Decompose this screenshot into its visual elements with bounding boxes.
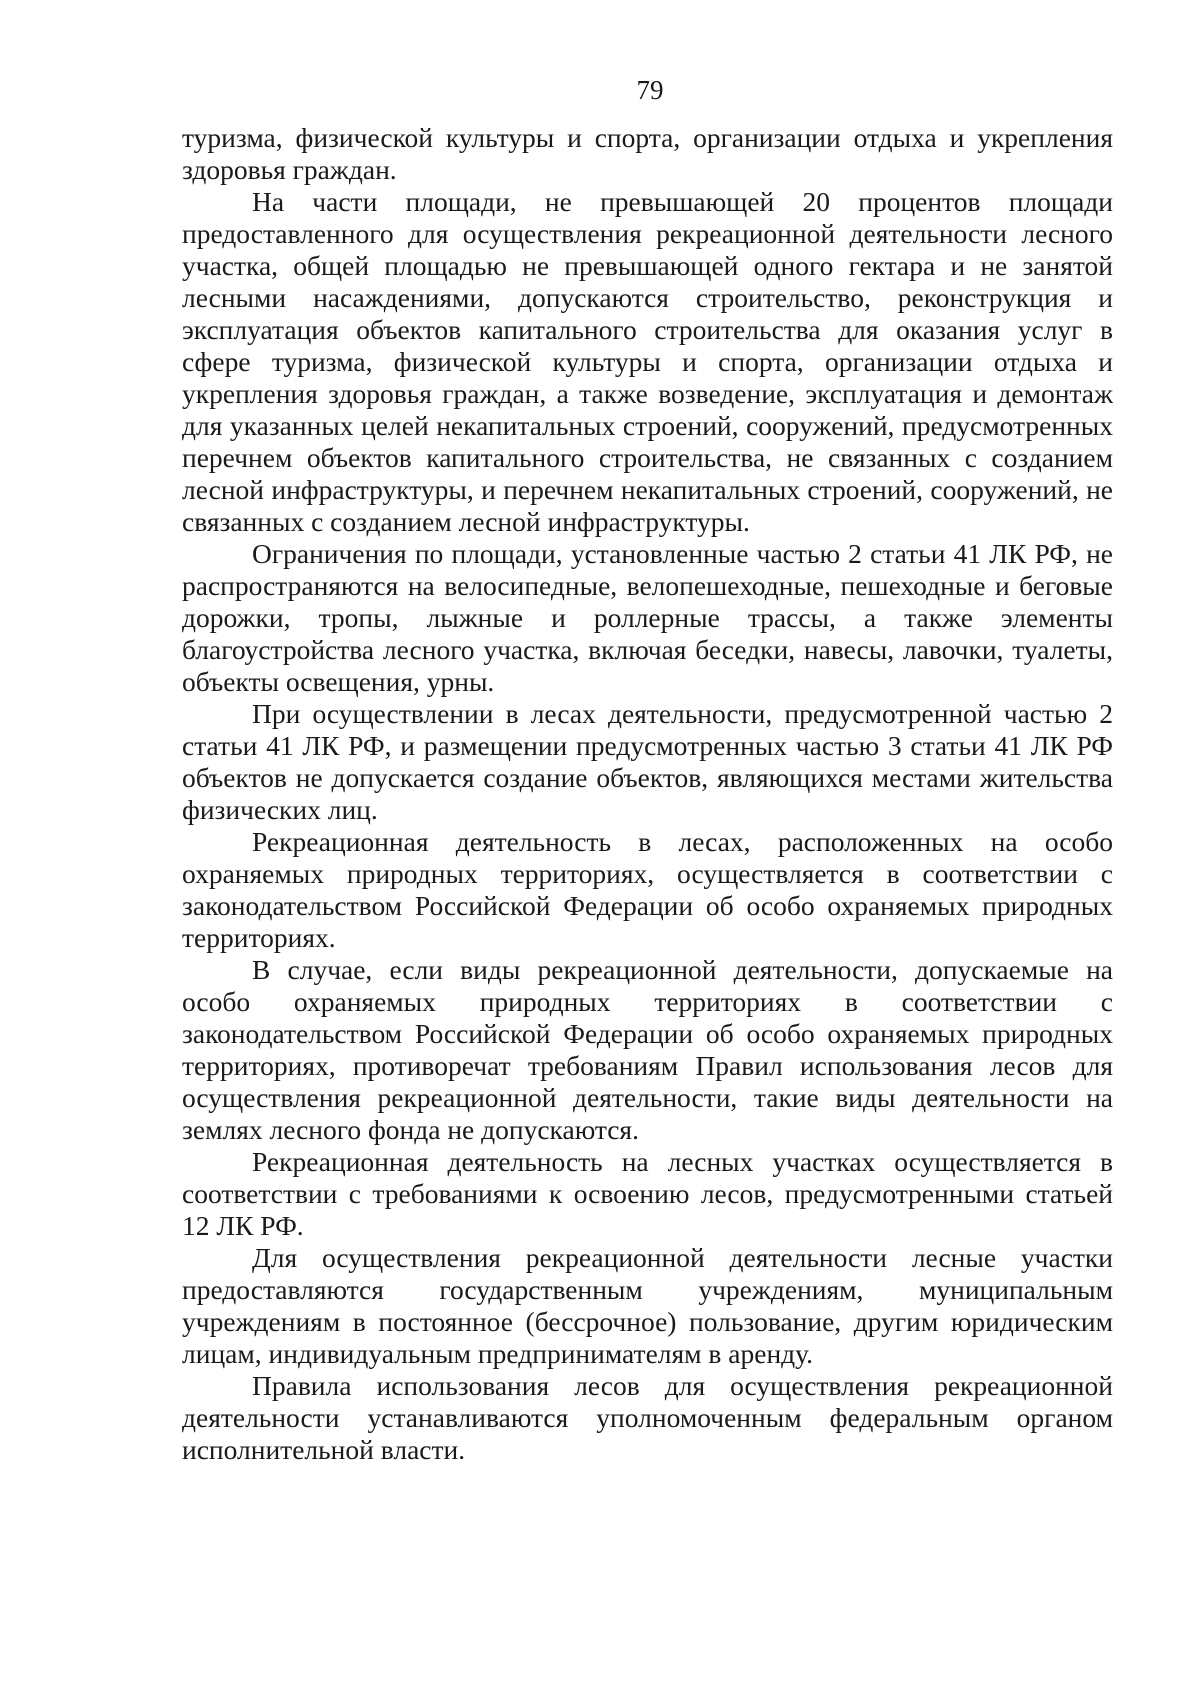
paragraph: Ограничения по площади, установленные частью 2 статьи 41 ЛК РФ, не распространяются на велосипедные, велопешеходные, пешеходные и беговые дорожки, тропы, лыжные и роллерные трассы, а также элементы благоустройства лесного участка, включая беседки, навесы, лавочки, туалеты, объекты освещения, урны.	[182, 538, 1113, 697]
page-number: 79	[636, 75, 664, 105]
paragraph-continuation: туризма, физической культуры и спорта, организации отдыха и укрепления здоровья граждан.	[182, 122, 1113, 185]
paragraph: На части площади, не превышающей 20 процентов площади предоставленного для осуществления рекреационной деятельности лесного участка, общей площадью не превышающей одного гектара и не занятой лесными насаждениями, допускаются строительство, реконструкция и эксплуатация объектов капитального строительства для оказания услуг в сфере туризма, физической культуры и спорта, организации отдыха и укрепления здоровья граждан, а также возведение, эксплуатация и демонтаж для указанных целей некапитальных строений, сооружений, предусмотренных перечнем объектов капитального строительства, не связанных с созданием лесной инфраструктуры, и перечнем некапитальных строений, сооружений, не связанных с созданием лесной инфраструктуры.	[182, 186, 1113, 537]
paragraph: В случае, если виды рекреационной деятельности, допускаемые на особо охраняемых природных территориях в соответствии с законодательством Российской Федерации об особо охраняемых природных территориях, противоречат требованиям Правил использования лесов для осуществления рекреационной деятельности, такие виды деятельности на землях лесного фонда не допускаются.	[182, 954, 1113, 1145]
paragraph: Для осуществления рекреационной деятельности лесные участки предоставляются государственным учреждениям, муниципальным учреждениям в постоянное (бессрочное) пользование, другим юридическим лицам, индивидуальным предпринимателям в аренду.	[182, 1242, 1113, 1369]
paragraph: Правила использования лесов для осуществления рекреационной деятельности устанавливаются уполномоченным федеральным органом исполнительной власти.	[182, 1370, 1113, 1465]
paragraph: При осуществлении в лесах деятельности, предусмотренной частью 2 статьи 41 ЛК РФ, и размещении предусмотренных частью 3 статьи 41 ЛК РФ объектов не допускается создание объектов, являющихся местами жительства физических лиц.	[182, 698, 1113, 825]
paragraph: Рекреационная деятельность в лесах, расположенных на особо охраняемых природных территориях, осуществляется в соответствии с законодательством Российской Федерации об особо охраняемых природных территориях.	[182, 826, 1113, 953]
paragraph: Рекреационная деятельность на лесных участках осуществляется в соответствии с требованиями к освоению лесов, предусмотренными статьей 12 ЛК РФ.	[182, 1146, 1113, 1241]
document-body	[182, 122, 1113, 1466]
